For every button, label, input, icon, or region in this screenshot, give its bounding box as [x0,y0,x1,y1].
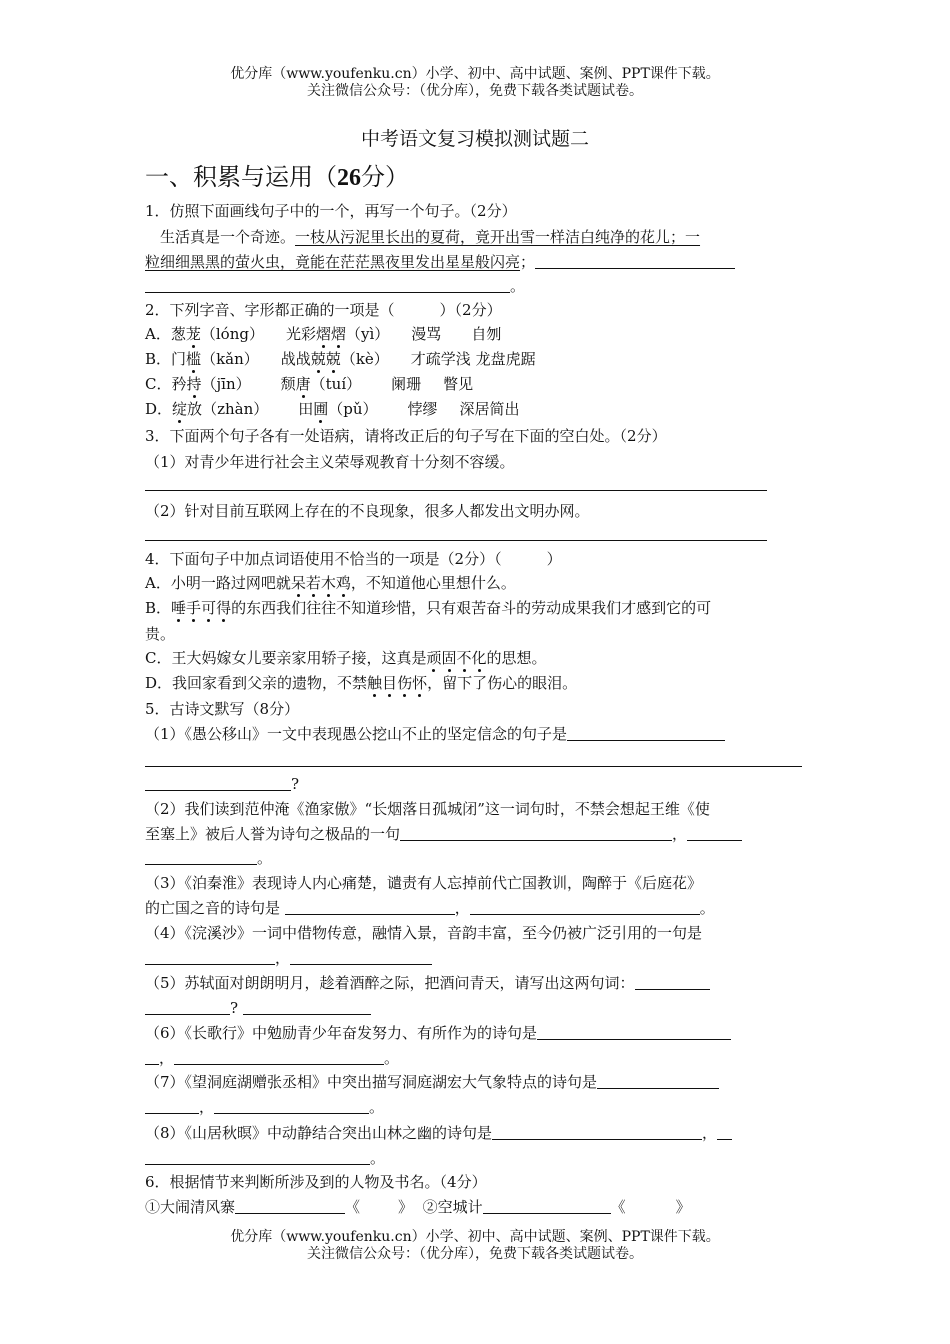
q5-8-blank-3[interactable] [145,1148,370,1165]
q5-item-2: （2）我们读到范仲淹《渔家傲》“长烟落日孤城闭”这一词句时，不禁会想起王维《使 [145,800,710,818]
q5-2-blank[interactable] [400,824,672,841]
q4-c-dotted-word: 顽固不化 [426,649,487,667]
q5-2-blank-3[interactable] [145,848,257,865]
q5-1-answer-line[interactable] [145,766,802,767]
q4-option-b[interactable]: B．唾手可得的东西我们往往不知道珍惜，只有艰苦奋斗的劳动成果我们才感到它的可 [145,599,712,617]
q1-stem: 1．仿照下面画线句子中的一个，再写一个句子。（2分） [145,202,517,220]
q5-item-6-line-2: ， 。 [145,1048,399,1068]
q5-4-blank[interactable] [145,948,275,965]
q5-item-8: （8）《山居秋暝》中动静结合突出山林之幽的诗句是 ， [145,1123,732,1143]
q3-sentence-2: （2）针对目前互联网上存在的不良现象，很多人都发出文明办网。 [145,502,590,520]
q5-1-blank-2[interactable] [145,774,291,791]
q5-item-6: （6）《长歌行》中勉励青少年奋发努力、有所作为的诗句是 [145,1023,731,1043]
q5-5-blank[interactable] [635,973,710,990]
q4-option-a[interactable]: A．小明一路过网吧就呆若木鸡，不知道他心里想什么。 [145,574,516,592]
q3-sentence-1: （1）对青少年进行社会主义荣辱观教育十分刻不容缓。 [145,453,515,471]
top-header-line-1: 优分库（www.youfenku.cn）小学、初中、高中试题、案例、PPT课件下载。 [230,66,720,82]
q5-item-7: （7）《望洞庭湖赠张丞相》中突出描写洞庭湖宏大气象特点的诗句是 [145,1072,719,1092]
q5-item-5-line-2: ? [145,998,371,1018]
q1-line-2: 粒细细黑黑的萤火虫，竟能在茫茫黑夜里发出星星般闪亮； [145,252,735,272]
q5-item-1-end: ? [145,774,299,794]
q5-item-7-line-2: ， 。 [145,1097,384,1117]
q4-d-dotted-word: 触目伤怀 [367,674,428,692]
bottom-footer-line-1: 优分库（www.youfenku.cn）小学、初中、高中试题、案例、PPT课件下载。 [230,1229,720,1245]
q5-item-8-line-2: 。 [145,1148,385,1168]
q5-item-3: （3）《泊秦淮》表现诗人内心痛楚，谴责有人忘掉前代亡国教训，陶醉于《后庭花》 [145,874,703,892]
bottom-footer-line-2: 关注微信公众号：（优分库），免费下载各类试题试卷。 [307,1246,643,1262]
q1-line-1: 生活真是一个奇迹。一枝从污泥里长出的夏荷，竟开出雪一样洁白纯净的花儿；一 [160,228,701,246]
q4-option-d[interactable]: D．我回家看到父亲的遗物，不禁触目伤怀，留下了伤心的眼泪。 [145,674,578,692]
q5-7-blank[interactable] [597,1072,719,1089]
top-header-line-2: 关注微信公众号：（优分库），免费下载各类试题试卷。 [307,83,643,99]
q4-option-c[interactable]: C．王大妈嫁女儿要亲家用轿子接，这真是顽固不化的思想。 [145,649,547,667]
q1-line-3: 。 [145,276,525,296]
q4-a-dotted-word: 呆若木鸡 [290,574,351,592]
q5-6-blank-2[interactable] [145,1048,159,1065]
q2-option-d[interactable]: D．绽放（zhàn） 田圃（pǔ） 悖缪 深居简出 [145,400,520,418]
q5-7-blank-2[interactable] [145,1097,199,1114]
q5-item-2-end: 。 [145,848,272,868]
q5-item-5: （5）苏轼面对朗朗明月，趁着酒醉之际，把酒问青天，请写出这两句词： [145,973,710,993]
q5-1-blank[interactable] [567,724,725,741]
q5-item-2-line-2: 至塞上》被后人誉为诗句之极品的一句 ， [145,824,742,844]
q6-2-character-blank[interactable] [483,1197,611,1214]
q4-stem: 4．下面句子中加点词语使用不恰当的一项是（2分）（ ） [145,550,562,568]
q5-item-4: （4）《浣溪沙》一词中借物传意，融情入景，音韵丰富，至今仍被广泛引用的一句是 [145,924,703,942]
q2-option-a[interactable]: A．葱茏（lóng） 光彩熠熠（yì） 漫骂 自刎 [145,325,502,343]
q2-option-b[interactable]: B．门槛（kǎn） 战战兢兢（kè） 才疏学浅 龙盘虎踞 [145,350,536,368]
q2-stem: 2．下列字音、字形都正确的一项是（ ）（2分） [145,301,502,319]
q5-7-blank-3[interactable] [214,1097,369,1114]
q4-b-dotted-word: 唾手可得 [171,599,232,617]
q5-3-blank[interactable] [285,898,455,915]
q3-stem: 3．下面两个句子各有一处语病，请将改正后的句子写在下面的空白处。（2分） [145,427,667,445]
q1-answer-blank-2[interactable] [145,276,510,293]
q5-item-1: （1）《愚公移山》一文中表现愚公挖山不止的坚定信念的句子是 [145,724,725,744]
q2-option-c[interactable]: C．矜持（jīn） 颓唐（tuí） 阑珊 瞥见 [145,375,474,393]
q1-underlined-sentence: 一枝从污泥里长出的夏荷，竟开出雪一样洁白纯净的花儿；一 [295,228,701,246]
q5-5-blank-2[interactable] [145,998,230,1015]
q3-answer-line-1[interactable] [145,490,767,491]
q5-3-blank-2[interactable] [470,898,700,915]
section-heading: 一、积累与运用（26分） [145,163,409,191]
q6-1-character-blank[interactable] [235,1197,345,1214]
q5-6-blank[interactable] [537,1023,731,1040]
q5-8-blank[interactable] [492,1123,702,1140]
page-title: 中考语文复习模拟测试题二 [360,128,589,150]
q1-answer-blank[interactable] [535,252,735,269]
q5-8-blank-2[interactable] [717,1123,732,1140]
q5-4-blank-2[interactable] [290,948,432,965]
q5-6-blank-3[interactable] [174,1048,384,1065]
q5-2-blank-2[interactable] [687,824,742,841]
q3-answer-line-2[interactable] [145,540,767,541]
q4-option-b-cont: 贵。 [145,625,176,643]
q6-items: ①大闹清风寨 《 》 ②空城计 《 》 [145,1198,691,1216]
q6-stem: 6．根据情节来判断所涉及到的人物及书名。（4分） [145,1173,487,1191]
q5-5-blank-3[interactable] [243,998,371,1015]
q5-item-4-line-2: ， [145,948,432,968]
q5-stem: 5．古诗文默写（8分） [145,700,300,718]
q5-item-3-line-2: 的亡国之音的诗句是 ， 。 [145,899,715,917]
